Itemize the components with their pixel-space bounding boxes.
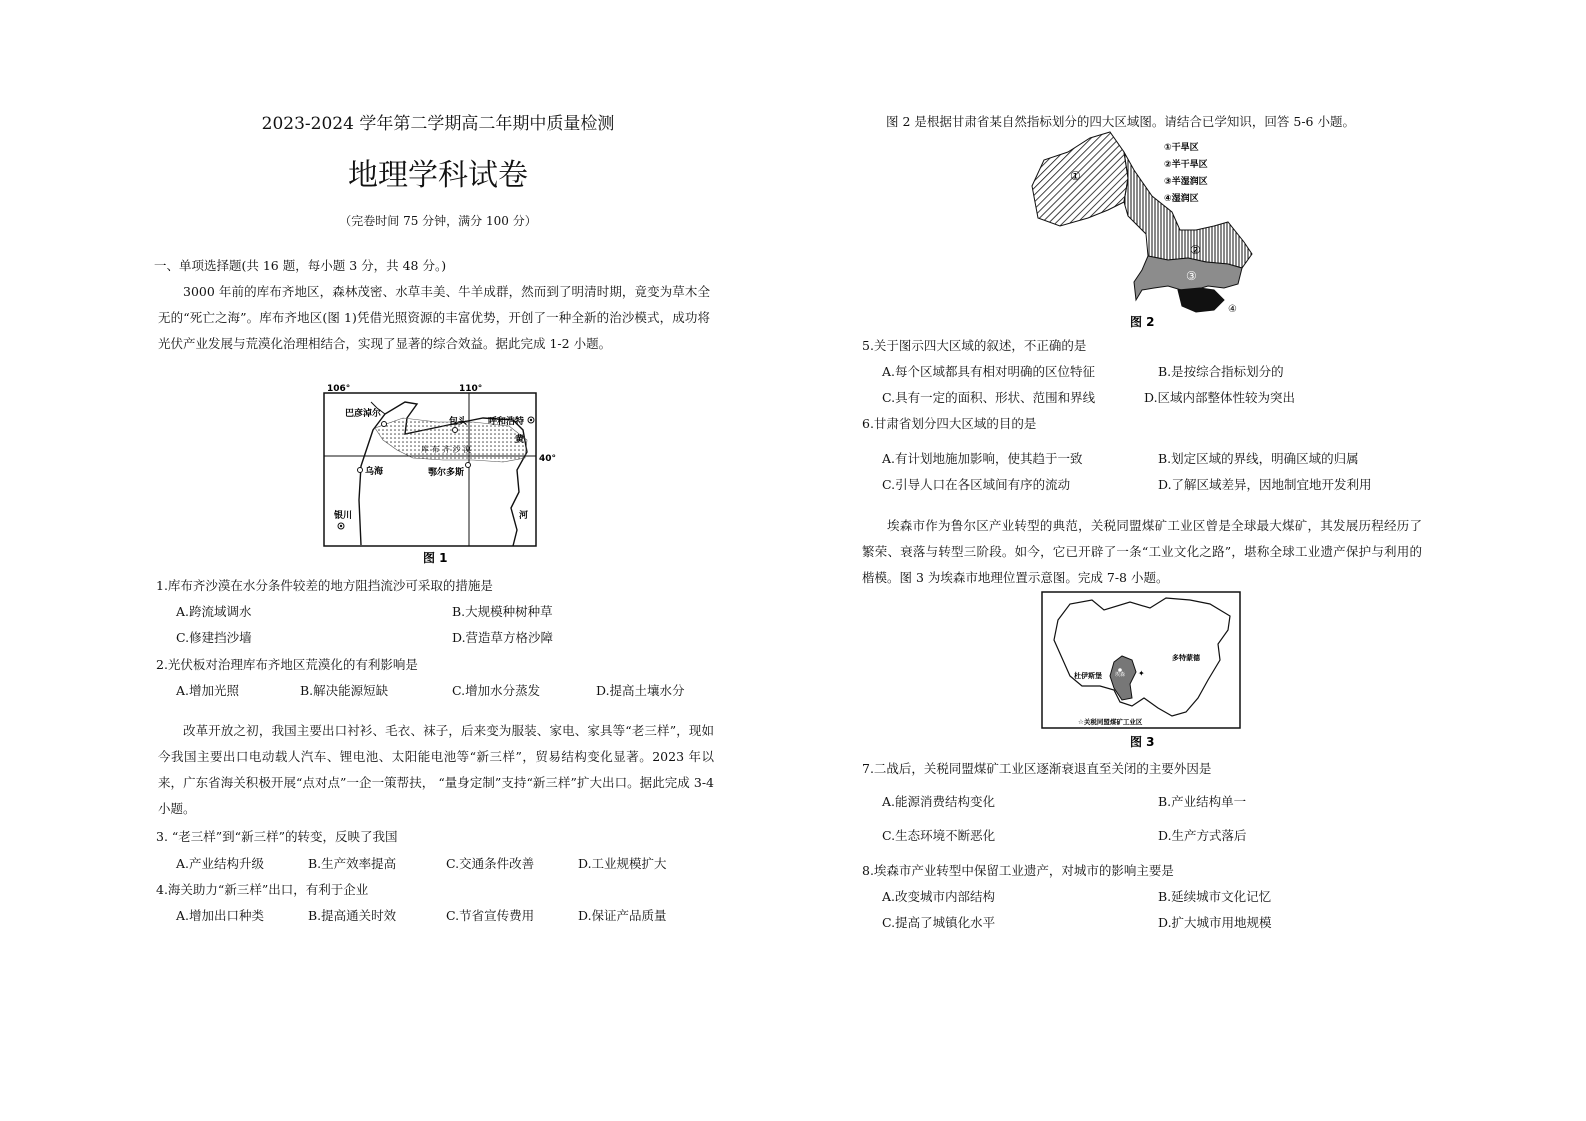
- fig1-city-ordos: [466, 463, 471, 468]
- q5-option-b[interactable]: B.是按综合指标划分的: [1158, 364, 1284, 379]
- q6-option-a[interactable]: A.有计划地施加影响，使其趋于一致: [882, 451, 1083, 466]
- passage-3: 埃森市作为鲁尔区产业转型的典范，关税同盟煤矿工业区曾是全球最大煤矿，其发展历程经历了繁荣、衰落与转型三阶段。如今，它已开辟了一条“工业文化之路”，堪称全球工业遗产保护与利用的楷模。图 3 为埃森市地理位置示意图。完成 7-8 小题。: [862, 518, 1422, 585]
- q4-option-c[interactable]: C.节省宣传费用: [446, 908, 535, 923]
- q7-option-b[interactable]: B.产业结构单一: [1158, 794, 1247, 809]
- q2-option-c[interactable]: C.增加水分蒸发: [452, 683, 541, 698]
- q6-option-c[interactable]: C.引导人口在各区域间有序的流动: [882, 477, 1071, 492]
- subject-title: 地理学科试卷: [348, 158, 528, 193]
- figure-1-map: [313, 380, 738, 566]
- q8-stem: 8.埃森市产业转型中保留工业遗产，对城市的影响主要是: [862, 863, 1174, 878]
- fig1-lat-40: 40°: [539, 454, 557, 464]
- q8-option-c[interactable]: C.提高了城镇化水平: [882, 915, 996, 930]
- fig1-he: 河: [519, 511, 529, 521]
- fig3-duisburg: 杜伊斯堡: [1074, 672, 1102, 680]
- q6-option-b[interactable]: B.划定区域的界线，明确区域的归属: [1158, 451, 1359, 466]
- fig1-bayannur: 巴彦淖尔: [345, 409, 382, 419]
- q8-option-b[interactable]: B.延续城市文化记忆: [1158, 889, 1272, 904]
- fig3-region-outline: [1054, 598, 1230, 716]
- q1-stem: 1.库布齐沙漠在水分条件较差的地方阻挡流沙可采取的措施是: [156, 578, 493, 593]
- fig1-ordos: 鄂尔多斯: [428, 468, 465, 478]
- fig2-legend-4: ④湿润区: [1164, 194, 1199, 204]
- fig1-hohhot: 呼和浩特: [488, 417, 525, 427]
- exam-note: （完卷时间 75 分钟，满分 100 分）: [339, 214, 537, 228]
- fig3-caption: 图 3: [1130, 735, 1155, 749]
- fig1-desert-label: 库 布 齐 沙 漠: [421, 445, 472, 454]
- fig1-city-baotou: [453, 428, 458, 433]
- q7-stem: 7.二战后，关税同盟煤矿工业区逐渐衰退直至关闭的主要外因是: [862, 761, 1212, 776]
- q8-option-d[interactable]: D.扩大城市用地规模: [1158, 915, 1272, 930]
- q7-option-d[interactable]: D.生产方式落后: [1158, 828, 1247, 843]
- figure-2-map: [1028, 130, 1268, 330]
- q4-option-d[interactable]: D.保证产品质量: [578, 908, 667, 923]
- q2-option-d[interactable]: D.提高土壤水分: [596, 683, 685, 698]
- passage-2: 改革开放之初，我国主要出口衬衫、毛衣、袜子，后来变为服装、家电、家具等“老三样”，现如今我国主要出口电动载人汽车、锂电池、太阳能电池等“新三样”，贸易结构变化显著。2023 年以来，广东省海关积极开展“点对点”一企一策帮扶， “量身定制”支持“新三样”扩大出口。据此完成 3-4 小题。: [158, 723, 714, 816]
- fig3-dortmund: 多特蒙德: [1172, 654, 1200, 662]
- fig3-essen: 埃森: [1115, 672, 1126, 678]
- q7-option-c[interactable]: C.生态环境不断恶化: [882, 828, 996, 843]
- fig2-caption: 图 2: [1130, 315, 1155, 329]
- fig2-region-4: [1178, 288, 1224, 312]
- fig1-huang: 黄: [515, 435, 525, 445]
- q5-option-c[interactable]: C.具有一定的面积、形状、范围和界线: [882, 390, 1096, 405]
- exam-title: 2023-2024 学年第二学期高二年期中质量检测: [261, 114, 615, 134]
- q1-option-b[interactable]: B.大规模种树种草: [452, 604, 553, 619]
- fig2-marker-4: ④: [1228, 304, 1237, 315]
- q1-option-a[interactable]: A.跨流域调水: [176, 604, 252, 619]
- q5-option-d[interactable]: D.区域内部整体性较为突出: [1144, 390, 1296, 405]
- fig1-city-wuhai: [358, 468, 363, 473]
- fig1-city-yinchuan-dot: [340, 525, 342, 527]
- fig1-wuhai: 乌海: [365, 467, 384, 477]
- q4-stem: 4.海关助力“新三样”出口，有利于企业: [156, 882, 369, 897]
- fig1-baotou: 包头: [449, 417, 468, 427]
- q2-stem: 2.光伏板对治理库布齐地区荒漠化的有利影响是: [156, 657, 418, 672]
- fig2-legend-1: ①干旱区: [1164, 143, 1199, 153]
- q3-option-b[interactable]: B.生产效率提高: [308, 856, 397, 871]
- fig3-star: ✦: [1138, 669, 1145, 678]
- q8-option-a[interactable]: A.改变城市内部结构: [882, 889, 996, 904]
- fig2-legend-2: ②半干旱区: [1164, 160, 1208, 170]
- q1-option-d[interactable]: D.营造草方格沙障: [452, 630, 554, 645]
- fig2-marker-1: ①: [1070, 169, 1081, 183]
- q2-option-a[interactable]: A.增加光照: [176, 683, 240, 698]
- fig2-marker-2: ②: [1190, 243, 1201, 257]
- fig1-lon-110: 110°: [459, 384, 483, 394]
- q7-option-a[interactable]: A.能源消费结构变化: [882, 794, 996, 809]
- q3-option-a[interactable]: A.产业结构升级: [176, 856, 265, 871]
- q3-stem: 3. “老三样”到“新三样”的转变，反映了我国: [156, 829, 398, 844]
- q5-option-a[interactable]: A.每个区域都具有相对明确的区位特征: [882, 364, 1096, 379]
- fig2-marker-3: ③: [1186, 269, 1197, 283]
- q1-option-c[interactable]: C.修建挡沙墙: [176, 630, 252, 645]
- q3-option-d[interactable]: D.工业规模扩大: [578, 856, 667, 871]
- fig1-caption: 图 1: [423, 551, 448, 565]
- fig3-legend: ☆关税同盟煤矿工业区: [1078, 718, 1143, 726]
- section-heading: 一、单项选择题(共 16 题，每小题 3 分，共 48 分。): [154, 258, 447, 273]
- q3-option-c[interactable]: C.交通条件改善: [446, 856, 535, 871]
- q6-stem: 6.甘肃省划分四大区域的目的是: [862, 416, 1037, 431]
- q6-option-d[interactable]: D.了解区域差异，因地制宜地开发利用: [1158, 477, 1372, 492]
- fig1-city-bayannur: [382, 422, 387, 427]
- q4-option-b[interactable]: B.提高通关时效: [308, 908, 397, 923]
- q5-stem: 5.关于图示四大区域的叙述，不正确的是: [862, 338, 1087, 353]
- q4-option-a[interactable]: A.增加出口种类: [176, 908, 265, 923]
- fig1-city-hohhot-dot: [530, 419, 532, 421]
- intro-fig2: 图 2 是根据甘肃省某自然指标划分的四大区域图。请结合已学知识，回答 5-6 小题。: [886, 114, 1355, 129]
- fig2-legend-3: ③半湿润区: [1164, 177, 1208, 187]
- figure-3-map: [1040, 590, 1244, 750]
- q2-option-b[interactable]: B.解决能源短缺: [300, 683, 389, 698]
- passage-1: 3000 年前的库布齐地区，森林茂密、水草丰美、牛羊成群，然而到了明清时期，竟变为草木全无的“死亡之海”。库布齐地区(图 1)凭借光照资源的丰富优势，开创了一种全新的治沙模式，成功将光伏产业发展与荒漠化治理相结合，实现了显著的综合效益。据此完成 1-2 小题。: [158, 284, 710, 351]
- fig1-yinchuan: 银川: [334, 511, 353, 521]
- fig1-lon-106: 106°: [327, 384, 351, 394]
